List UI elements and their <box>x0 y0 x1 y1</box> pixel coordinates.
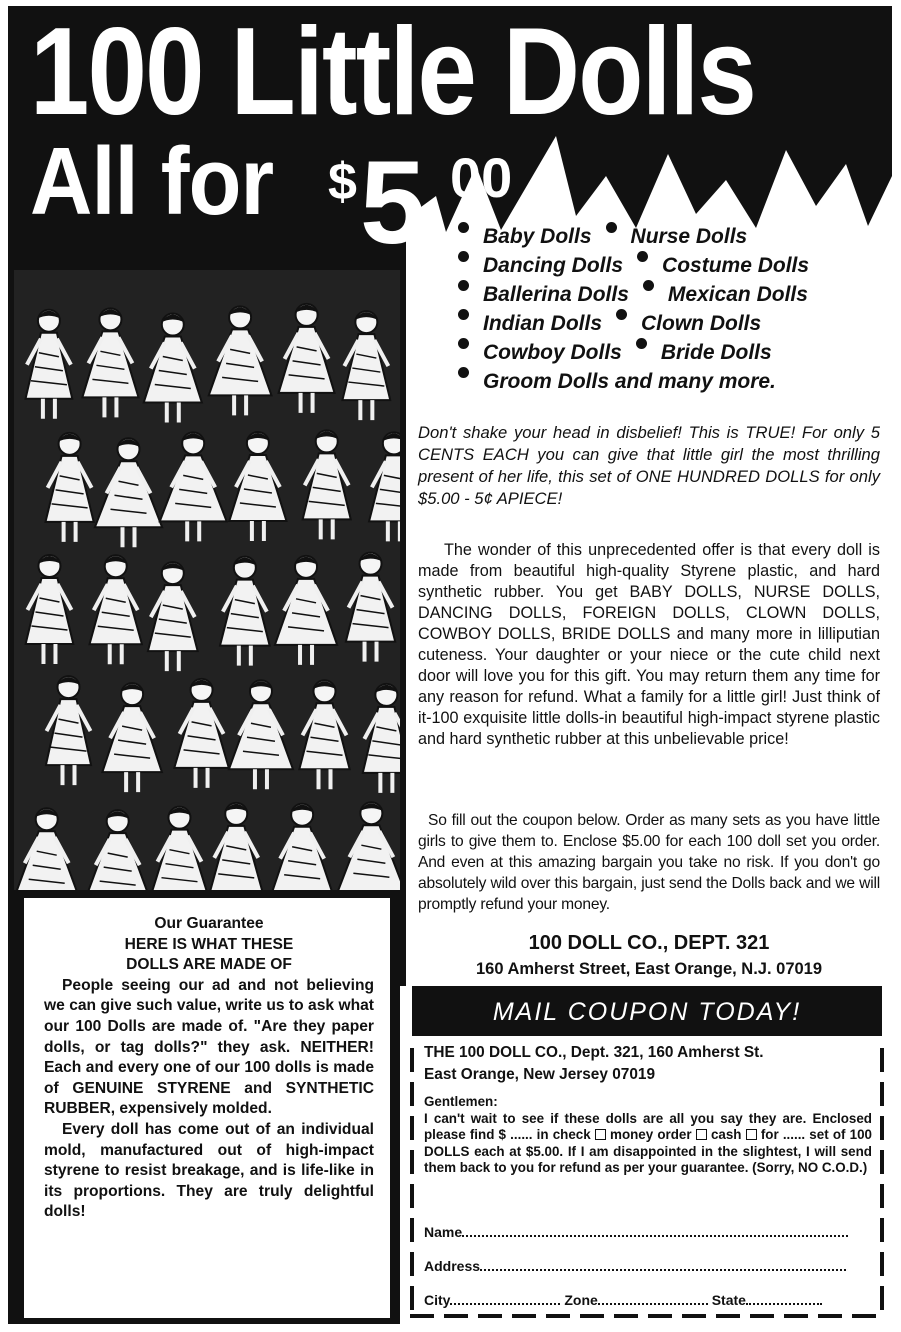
order-coupon <box>400 986 892 1324</box>
doll-types-row <box>458 309 888 338</box>
doll-type: Nurse Dolls <box>630 225 748 248</box>
guarantee-paragraph: People seeing our ad and not believing we can give such value, write us to ask what our 100 Dolls are made of. "Are they paper dolls, or tag dolls?" they ask. NEITHER! Each and every one of our 100 dolls is made of GENUINE STYRENE and SYNTHETIC RUBBER, expensively molded. <box>44 976 374 1118</box>
doll-figure <box>338 802 400 890</box>
doll-type: Ballerina Dolls <box>483 283 629 306</box>
doll-figure <box>275 556 337 665</box>
company-name: 100 DOLL CO., DEPT. 321 <box>528 932 770 954</box>
doll-type: Cowboy Dolls <box>483 341 622 364</box>
state-label: State <box>711 1292 746 1308</box>
bullet-dot-icon <box>637 251 648 262</box>
coupon-salutation: Gentlemen: <box>424 1094 498 1109</box>
doll-figure <box>174 679 229 788</box>
company-address: 160 Amherst Street, East Orange, N.J. 07019 <box>475 960 823 978</box>
doll-figure <box>26 555 74 664</box>
address-label: Address <box>424 1258 481 1274</box>
coupon-address-line: THE 100 DOLL CO., Dept. 321, 160 Amherst St. <box>424 1044 764 1061</box>
check-checkbox[interactable] <box>595 1129 606 1140</box>
coupon-text: for ...... set of 100 DOLLS each at $5.00. If I am disappointed in the slightest, I will send them back to you for refund as per your guarantee. (Sorry, NO C.O.D.) <box>424 1127 872 1175</box>
doll-figure <box>95 438 162 547</box>
bullet-dot-icon <box>458 309 469 320</box>
doll-figure <box>229 432 286 541</box>
doll-types-row <box>458 222 888 251</box>
zone-label: Zone <box>564 1292 598 1308</box>
doll-figure <box>209 306 272 415</box>
zone-line[interactable] <box>598 1293 708 1305</box>
bullet-dot-icon <box>606 222 617 233</box>
coupon-cut-line <box>410 1048 414 1318</box>
address-line[interactable] <box>480 1259 846 1271</box>
coupon-text: cash <box>710 1127 742 1142</box>
doll-figure <box>26 310 73 419</box>
address-field[interactable] <box>424 1258 846 1274</box>
doll-figure <box>144 314 202 423</box>
doll-figure <box>90 555 142 664</box>
doll-type: Bride Dolls <box>660 341 772 364</box>
headline-all-for: All for <box>30 128 274 235</box>
city-label: City <box>424 1292 451 1308</box>
coupon-text: I can't wait to see if these dolls are all you say they are. Enclosed please find $ ...... in check <box>424 1110 872 1142</box>
headline-price-line <box>30 128 513 269</box>
headline-title: 100 Little Dolls <box>30 3 756 141</box>
doll-figure <box>229 680 293 789</box>
coupon-text: money order <box>610 1127 692 1142</box>
doll-figure <box>82 308 138 417</box>
doll-figure <box>303 430 351 539</box>
guarantee-box <box>24 898 390 1318</box>
doll-illustration <box>14 270 400 890</box>
doll-type: Costume Dolls <box>662 254 810 277</box>
city-line[interactable] <box>450 1293 560 1305</box>
order-paragraph: So fill out the coupon below. Order as many sets as you have little girls to give them to. Enclose $5.00 for each 100 doll set you order. And even at this amazing bargain you take no risk. If you don't go absolutely wild over this bargain, just send the Dolls back and we will promptly refund your money. <box>418 812 880 913</box>
bullet-dot-icon <box>458 222 469 233</box>
guarantee-paragraph: Every doll has come out of an individual mold, manufactured out of high-impact styrene to resist breakage, and is life-like in its proportions. They are truly delightful dolls! <box>44 1120 374 1221</box>
doll-figure <box>346 553 395 662</box>
cash-checkbox[interactable] <box>746 1129 757 1140</box>
doll-types-row <box>458 367 888 396</box>
doll-types-row <box>458 251 888 280</box>
name-line[interactable] <box>462 1225 848 1237</box>
bullet-dot-icon <box>458 338 469 349</box>
doll-figure <box>220 557 270 666</box>
doll-figure <box>363 684 400 793</box>
bullet-dot-icon <box>643 280 654 291</box>
doll-figure <box>148 562 198 671</box>
offer-paragraph: The wonder of this unprecedented offer is that every doll is made from beautiful high-quality Styrene plastic, and hard synthetic rubber. You get BABY DOLLS, NURSE DOLLS, DANCING DOLLS, FOREIGN DOLLS, CLOWN DOLLS, COWBOY DOLLS, BRIDE DOLLS and many more in lilliputian cuteness. Your daughter or your niece or the cute child next door will love you for this gift. You may return them any time for any reason for refund. What a family for a little girl! Just think of it-100 exquisite little dolls-in beautiful high-impact styrene plastic and hard synthetic rubber at this unbelievable price! <box>418 541 880 748</box>
doll-figure <box>151 807 208 890</box>
doll-figure <box>45 433 93 542</box>
doll-figure <box>342 311 390 420</box>
doll-type: Clown Dolls <box>641 312 762 335</box>
doll-figure <box>46 676 91 785</box>
doll-type: Indian Dolls <box>483 312 603 335</box>
state-line[interactable] <box>746 1293 822 1305</box>
doll-figure <box>272 804 332 890</box>
doll-types-row <box>458 280 888 309</box>
price-whole: 5 <box>360 137 426 269</box>
bullet-dot-icon <box>616 309 627 320</box>
coupon-cut-line <box>410 1314 884 1318</box>
doll-type: Mexican Dolls <box>667 283 808 306</box>
doll-figure <box>160 432 227 541</box>
coupon-banner-text: MAIL COUPON TODAY! <box>492 998 802 1026</box>
bullet-dot-icon <box>636 338 647 349</box>
guarantee-title: Our Guarantee <box>154 915 264 932</box>
name-label: Name <box>424 1224 463 1240</box>
doll-types-row <box>458 338 888 367</box>
city-zone-state-fields[interactable] <box>424 1292 822 1308</box>
guarantee-subtitle: HERE IS WHAT THESE <box>124 935 294 953</box>
price-cents: 00 <box>450 146 513 209</box>
coupon-address-line: East Orange, New Jersey 07019 <box>424 1066 656 1083</box>
doll-types-list <box>458 222 888 396</box>
doll-figure <box>102 683 162 792</box>
name-field[interactable] <box>424 1224 848 1240</box>
doll-figure <box>299 680 349 789</box>
coupon-banner <box>412 986 882 1036</box>
bullet-dot-icon <box>458 251 469 262</box>
doll-figure <box>369 432 400 541</box>
doll-figure <box>85 810 150 890</box>
claim-paragraph: Don't shake your head in disbelief! This is TRUE! For only 5 CENTS EACH you can give that little girl the most thrilling present of her life, this set of ONE HUNDRED DOLLS for only $5.00 - 5¢ APIECE! <box>418 423 880 508</box>
money-order-checkbox[interactable] <box>696 1129 707 1140</box>
guarantee-subtitle: DOLLS ARE MADE OF <box>126 956 292 974</box>
doll-type: Groom Dolls and many more. <box>483 370 776 393</box>
doll-figure <box>210 803 263 890</box>
doll-type: Dancing Dolls <box>483 254 624 277</box>
coupon-cut-line <box>880 1048 884 1318</box>
doll-figure <box>279 304 335 413</box>
price-dollar-sign: $ <box>328 153 357 211</box>
doll-figure <box>14 808 79 890</box>
bullet-dot-icon <box>458 367 469 378</box>
doll-type: Baby Dolls <box>483 225 592 248</box>
bullet-dot-icon <box>458 280 469 291</box>
